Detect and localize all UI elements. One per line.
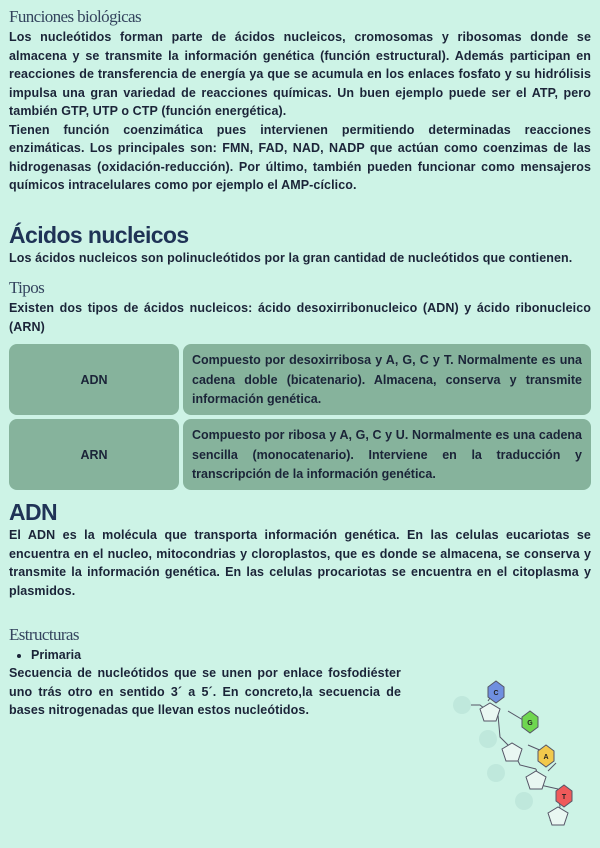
table-cell-name: ARN <box>9 419 179 490</box>
base-label: C <box>493 690 499 697</box>
table-cell-name: ADN <box>9 344 179 415</box>
phosphate-circle <box>479 730 497 748</box>
acidos-paragraph: Los ácidos nucleicos son polinucleótidos por la gran cantidad de nucleótidos que contienen. <box>9 250 573 265</box>
sugar-ring <box>480 703 500 721</box>
phosphate-circle <box>515 792 533 810</box>
estructuras-paragraph: Secuencia de nucleótidos que se unen por enlace fosfodiéster uno trás otro en sentido 3´ a 5´. En concreto,la secuencia de bases nitrogenadas que llevan estos nucleótidos. <box>9 666 401 717</box>
table-cell-desc: Compuesto por ribosa y A, G, C y U. Normalmente es una cadena sencilla (monocatenario). Interviene en la traducción y transcripción de la información genética. <box>183 419 591 490</box>
table-row <box>9 344 591 415</box>
estructuras-list <box>9 646 591 664</box>
base-label: G <box>527 720 533 727</box>
adn-paragraph: El ADN es la molécula que transporta información genética. En las celulas eucariotas se encuentra en el nucleo, mitocondrias y cloroplastos, que es donde se almacena, se conserva y transmite la información genética. En las celulas procariotas se encuentra en el citoplasma y plasmidos. <box>9 528 591 598</box>
adn-heading: ADN <box>9 499 58 525</box>
table-row <box>9 419 591 490</box>
funciones-heading: Funciones biológicas <box>9 7 142 26</box>
tipos-heading: Tipos <box>9 278 45 297</box>
page <box>9 6 591 720</box>
tipos-table <box>9 344 591 490</box>
estructuras-heading: Estructuras <box>9 625 79 644</box>
table-cell-desc: Compuesto por desoxirribosa y A, G, C y T. Normalmente es una cadena doble (bicatenario). Almacena, conserva y transmite información genética. <box>183 344 591 415</box>
sugar-ring <box>526 771 546 789</box>
base-label: A <box>543 754 549 761</box>
funciones-paragraph-1: Los nucleótidos forman parte de ácidos nucleicos, cromosomas y ribosomas donde se almacena y se transmite la información genética (función estructural). Además participan en reacciones de transferencia de energía ya que se acumula en los enlaces fosfato y su hidrólisis impulsa una gran variedad de reacciones químicas. Un buen ejemplo puede ser el ATP, pero también GTP, UTP o CTP (función energética). <box>9 30 591 118</box>
phosphate-circle <box>487 764 505 782</box>
list-item: • Primaria <box>31 646 591 664</box>
phosphate-circle <box>453 696 471 714</box>
tipos-paragraph: Existen dos tipos de ácidos nucleicos: ácido desoxirribonucleico (ADN) y ácido ribonucleico (ARN) <box>9 301 591 334</box>
sugar-ring <box>502 743 522 761</box>
funciones-paragraph-2: Tienen función coenzimática pues intervienen permitiendo determinadas reacciones enzimáticas. Los principales son: FMN, FAD, NAD, NADP que actúan como coenzimas de las hidrogenasas (oxidación-reducción). Por último, también pueden funcionar como mensajeros químicos intracelulares como por ejemplo el AMP-cíclico. <box>9 122 591 192</box>
sugar-ring <box>548 807 568 825</box>
base-label: T <box>561 794 567 801</box>
acidos-heading: Ácidos nucleicos <box>9 221 189 248</box>
dna-strand-diagram <box>440 667 590 837</box>
